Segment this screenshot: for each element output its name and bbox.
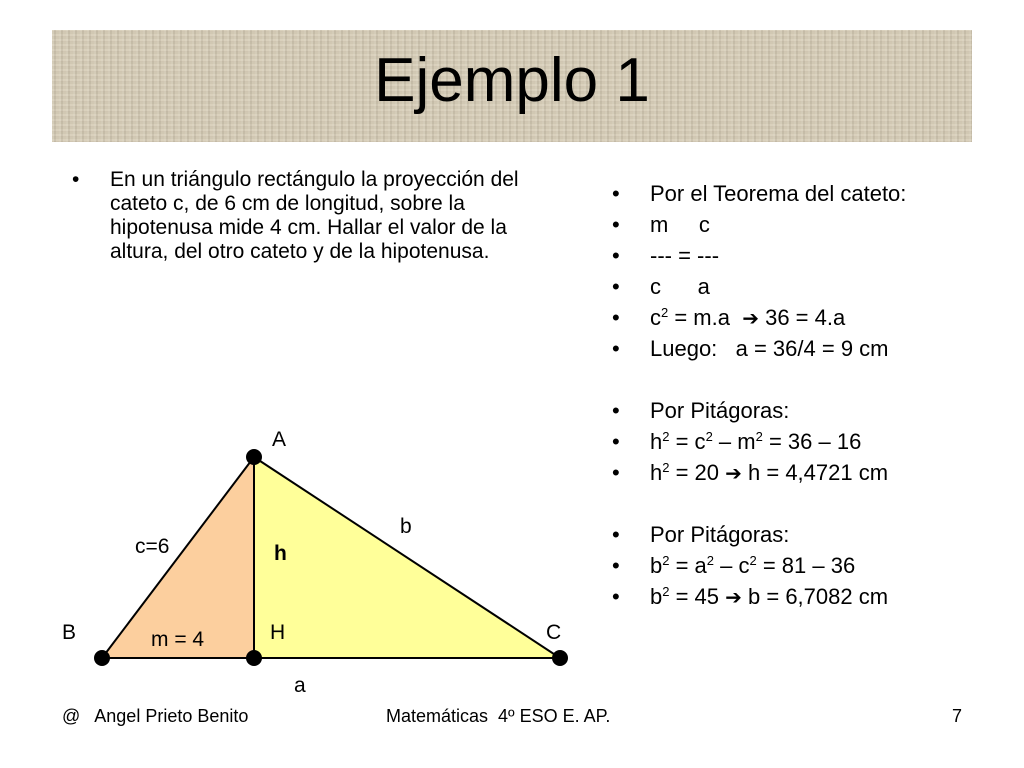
label-c: c=6 (135, 535, 170, 558)
footer-author: @ Angel Prieto Benito (62, 706, 249, 726)
vertex-H (246, 650, 262, 666)
vertex-A (246, 449, 262, 465)
footer-course: Matemáticas 4º ESO E. AP. (386, 706, 611, 726)
bullet: • (72, 168, 80, 191)
label-m: m = 4 (151, 628, 205, 651)
label-a: a (294, 674, 306, 697)
label-C: C (546, 621, 562, 644)
arrow-icon: ➔ (742, 308, 759, 330)
page-number: 7 (952, 706, 963, 726)
label-A: A (272, 428, 287, 451)
right-subtriangle (254, 457, 560, 658)
arrow-icon: ➔ (725, 587, 742, 609)
label-H: H (270, 621, 286, 644)
label-b: b (400, 515, 412, 538)
label-B: B (62, 621, 77, 644)
slide-title: Ejemplo 1 (374, 46, 650, 115)
vertex-C (552, 650, 568, 666)
vertex-B (94, 650, 110, 666)
arrow-icon: ➔ (725, 463, 742, 485)
problem-text: En un triángulo rectángulo la proyección del cateto c, de 6 cm de longitud, sobre la hipotenusa mide 4 cm. Hallar el valor de la altura, del otro cateto y de la hipotenusa. (110, 168, 519, 263)
label-h: h (274, 542, 287, 565)
